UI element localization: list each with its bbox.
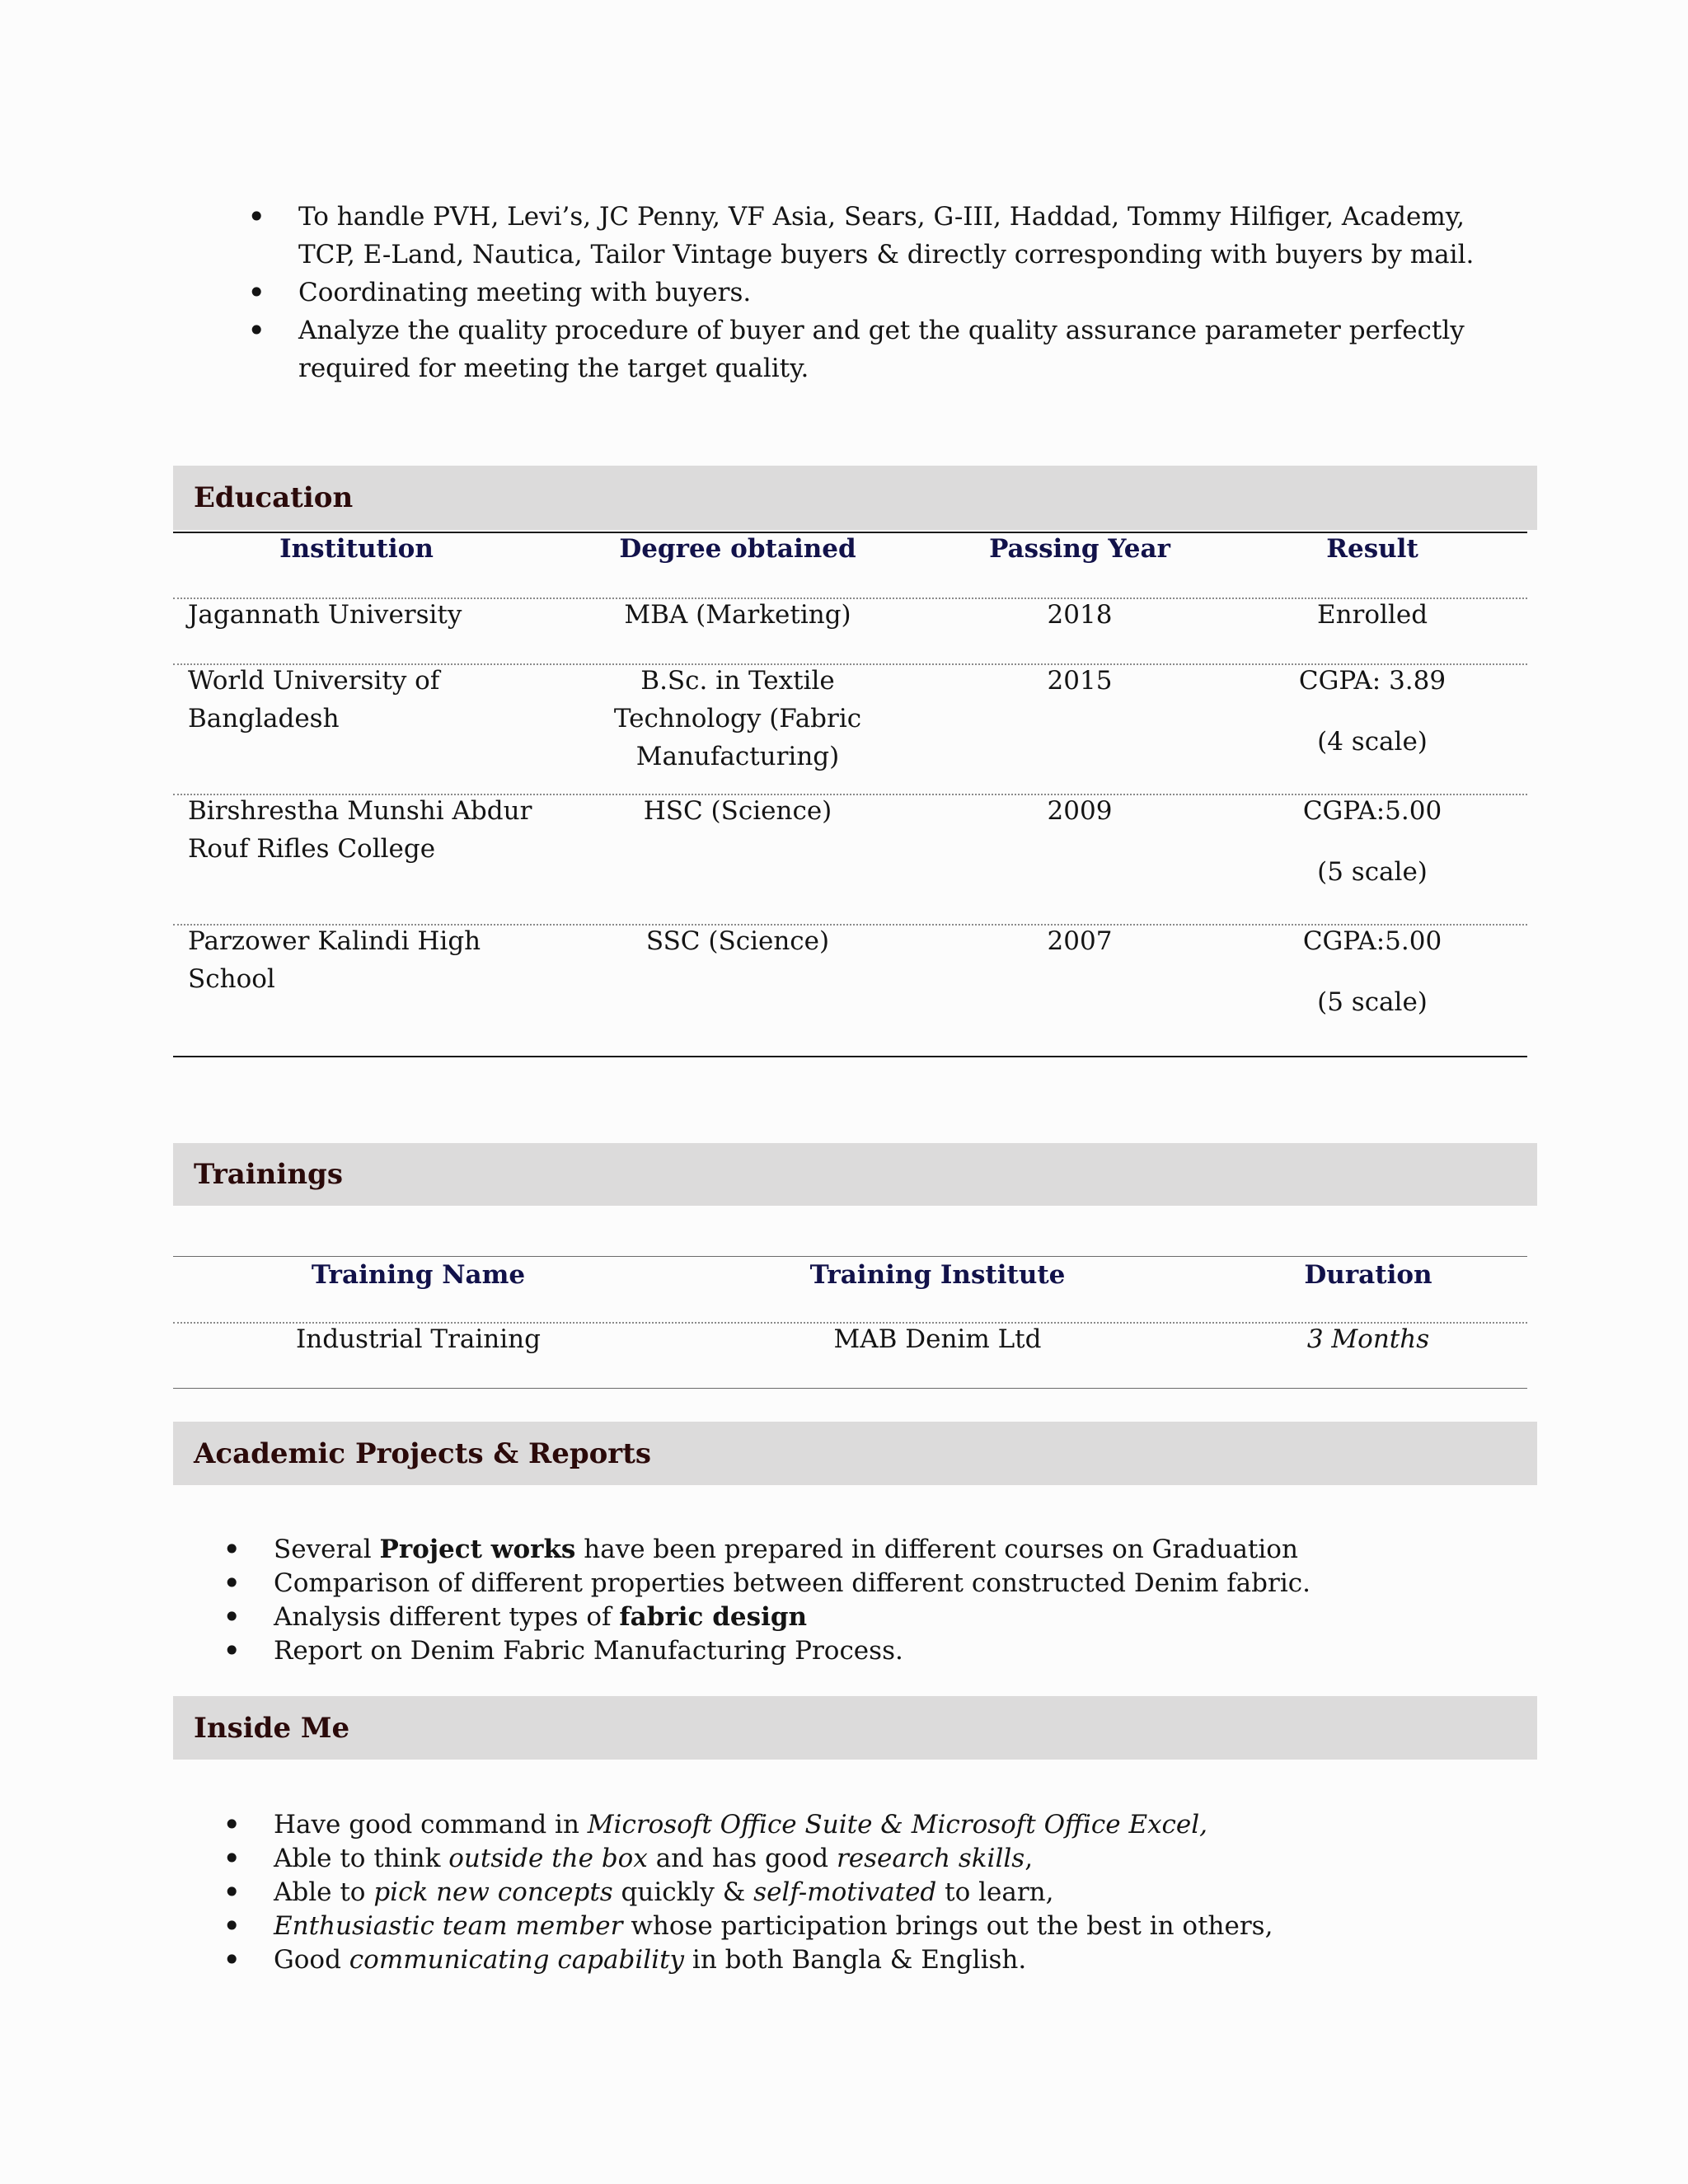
table-header-degree: Degree obtained <box>619 534 856 564</box>
list-item: • Able to pick new concepts quickly & self-motivated to learn, <box>223 1876 1508 1910</box>
section-title: Inside Me <box>194 1711 350 1745</box>
table-cell-scale: (5 scale) <box>1317 987 1428 1017</box>
table-cell-institution: Parzower Kalindi High School <box>188 926 481 994</box>
list-item: • Analyze the quality procedure of buyer and get the quality assurance parameter perfectly required for meeting the target quality. <box>247 312 1517 387</box>
table-cell-year: 2015 <box>1047 666 1113 696</box>
list-item: • Report on Denim Fabric Manufacturing Process. <box>223 1634 1508 1668</box>
table-header-year: Passing Year <box>989 534 1170 564</box>
list-item: • Comparison of different properties between different constructed Denim fabric. <box>223 1567 1508 1601</box>
projects-list <box>223 1533 1508 1668</box>
list-item: • To handle PVH, Levi’s, JC Penny, VF Asia, Sears, G-III, Haddad, Tommy Hilfiger, Academy, TCP, E-Land, Nautica, Tailor Vintage buyers & directly corresponding with buyers by mail. <box>247 198 1517 274</box>
table-cell-duration: 3 Months <box>1306 1324 1430 1354</box>
list-item: • Enthusiastic team member whose participation brings out the best in others, <box>223 1910 1508 1943</box>
trainings-header <box>173 1143 1537 1206</box>
trainings-table <box>173 1256 1527 1390</box>
table-cell-institution: Birshrestha Munshi Abdur Rouf Rifles College <box>188 796 532 864</box>
table-cell-training-name: Industrial Training <box>296 1324 541 1354</box>
table-cell-degree: SSC (Science) <box>645 926 830 956</box>
table-header-training-institute: Training Institute <box>809 1260 1066 1290</box>
section-title: Education <box>194 481 354 514</box>
table-cell-year: 2018 <box>1047 600 1113 630</box>
table-cell-degree: B.Sc. in Textile Technology (Fabric Manufacturing) <box>613 666 862 771</box>
table-cell-year: 2009 <box>1047 796 1113 826</box>
education-table <box>173 530 1527 1059</box>
list-item: • Have good command in Microsoft Office Suite & Microsoft Office Excel, <box>223 1808 1508 1842</box>
list-item: • Good communicating capability in both Bangla & English. <box>223 1943 1508 1977</box>
projects-header <box>173 1422 1537 1485</box>
table-cell-result: CGPA: 3.89 <box>1298 666 1447 696</box>
inside-me-header <box>173 1696 1537 1760</box>
table-cell-result: CGPA:5.00 <box>1302 926 1442 956</box>
section-title: Trainings <box>194 1158 343 1191</box>
table-cell-degree: MBA (Marketing) <box>624 600 851 630</box>
table-cell-training-institute: MAB Denim Ltd <box>833 1324 1042 1354</box>
table-cell-result: CGPA:5.00 <box>1302 796 1442 826</box>
table-cell-institution: World University of Bangladesh <box>188 666 440 733</box>
table-cell-institution: Jagannath University <box>188 600 462 630</box>
education-header <box>173 466 1537 530</box>
inside-me-list <box>223 1808 1508 1977</box>
table-header-institution: Institution <box>279 534 434 564</box>
table-header-result: Result <box>1326 534 1418 564</box>
table-cell-scale: (4 scale) <box>1317 727 1428 757</box>
table-header-duration: Duration <box>1304 1260 1432 1290</box>
table-cell-scale: (5 scale) <box>1317 857 1428 887</box>
table-cell-year: 2007 <box>1047 926 1113 956</box>
table-bottom-rule <box>173 1056 1527 1057</box>
list-item: • Coordinating meeting with buyers. <box>247 274 1517 312</box>
table-cell-degree: HSC (Science) <box>643 796 832 826</box>
list-item: • Analysis different types of fabric design <box>223 1601 1508 1634</box>
table-header-training-name: Training Name <box>311 1260 526 1290</box>
section-title: Academic Projects & Reports <box>194 1436 652 1470</box>
table-cell-result: Enrolled <box>1316 600 1428 630</box>
list-item: • Several Project works have been prepared in different courses on Graduation <box>223 1533 1508 1567</box>
table-bottom-rule <box>173 1388 1527 1389</box>
responsibilities-list <box>247 198 1517 387</box>
list-item: • Able to think outside the box and has good research skills, <box>223 1842 1508 1876</box>
